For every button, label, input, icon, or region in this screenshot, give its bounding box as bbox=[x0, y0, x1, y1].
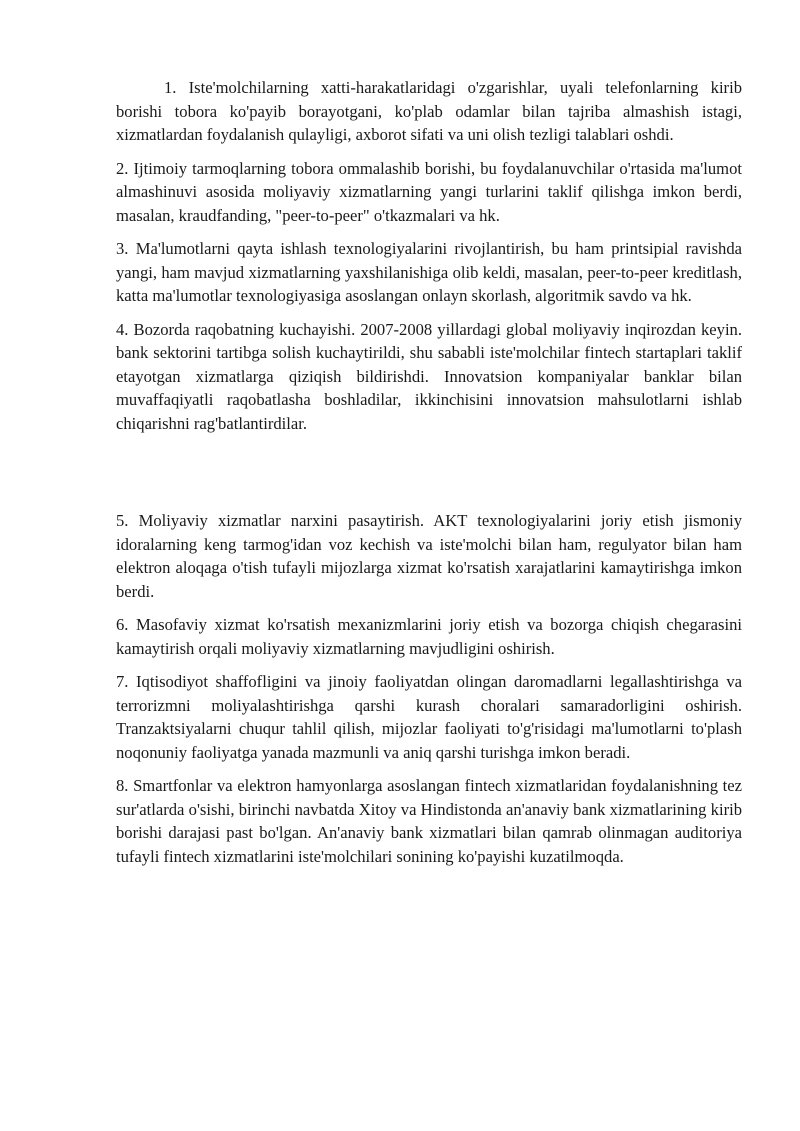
paragraph-6: 6. Masofaviy xizmat ko'rsatish mexanizmlarini joriy etish va bozorga chiqish chegarasini kamaytirish orqali moliyaviy xizmatlarning mavjudligini oshirish. bbox=[116, 615, 742, 658]
paragraph-2: 2. Ijtimoiy tarmoqlarning tobora ommalashib borishi, bu foydalanuvchilar o'rtasida ma'lumot almashinuvi asosida moliyaviy xizmatlarning yangi turlarini taklif qilishga imkon berdi, masalan, kraudfanding, "peer-to-peer" o'tkazmalari va hk. bbox=[116, 158, 742, 225]
paragraph-8: 8. Smartfonlar va elektron hamyonlarga asoslangan fintech xizmatlaridan foydalanishning tez sur'atlarda o'sishi, birinchi navbatda Xitoy va Hindistonda an'anaviy bank xizmatlarining kirib borishi darajasi past bo'lgan. An'anaviy bank xizmatlari bilan qamrab olinmagan auditoriya tufayli fintech xizmatlarini iste'molchilari sonining ko'payishi kuzatilmoqda. bbox=[116, 776, 742, 866]
paragraph-7: 7. Iqtisodiyot shaffofligini va jinoiy faoliyatdan olingan daromadlarni legallashtirishga va terrorizmni moliyalashtirishga qarshi kurash choralari samaradorligini oshirish. Tranzaktsiyalarni chuqur tahlil qilish, mijozlar faoliyati to'g'risidagi ma'lumotlarni to'plash noqonuniy faoliyatga yanada mazmunli va aniq qarshi turishga imkon beradi. bbox=[116, 672, 742, 762]
paragraph-1: 1. Iste'molchilarning xatti-harakatlaridagi o'zgarishlar, uyali telefonlarning kirib borishi tobora ko'payib borayotgani, ko'plab odamlar bilan tajriba almashish istagi, xizmatlardan foydalanish qulayligi, axborot sifati va uni olish tezligi talablari oshdi. bbox=[116, 78, 742, 144]
paragraph-4: 4. Bozorda raqobatning kuchayishi. 2007-2008 yillardagi global moliyaviy inqirozdan keyin. bank sektorini tartibga solish kuchaytirildi, shu sababli iste'molchilar fintech startaplari taklif etayotgan xizmatlarga qiziqish bildirishdi. Innovatsion kompaniyalar banklar bilan muvaffaqiyatli raqobatlasha boshladilar, ikkinchisini innovatsion mahsulotlarni ishlab chiqarishni rag'batlantirdilar. bbox=[116, 319, 742, 433]
paragraph-3: 3. Ma'lumotlarni qayta ishlash texnologiyalarini rivojlantirish, bu ham printsipial ravishda yangi, ham mavjud xizmatlarning yaxshilanishiga olib keldi, masalan, peer-to-peer kreditlash, katta ma'lumotlar texnologiyasiga asoslangan onlayn skorlash, algoritmik savdo va hk. bbox=[116, 239, 742, 305]
document-page bbox=[116, 76, 742, 868]
paragraph-5: 5. Moliyaviy xizmatlar narxini pasaytirish. AKT texnologiyalarini joriy etish jismoniy idoralarning keng tarmog'idan voz kechish va iste'molchi bilan ham, regulyator bilan ham elektron aloqaga o'tish tufayli mijozlarga xizmat ko'rsatish xarajatlarini kamaytirishga imkon berdi. bbox=[116, 511, 742, 601]
